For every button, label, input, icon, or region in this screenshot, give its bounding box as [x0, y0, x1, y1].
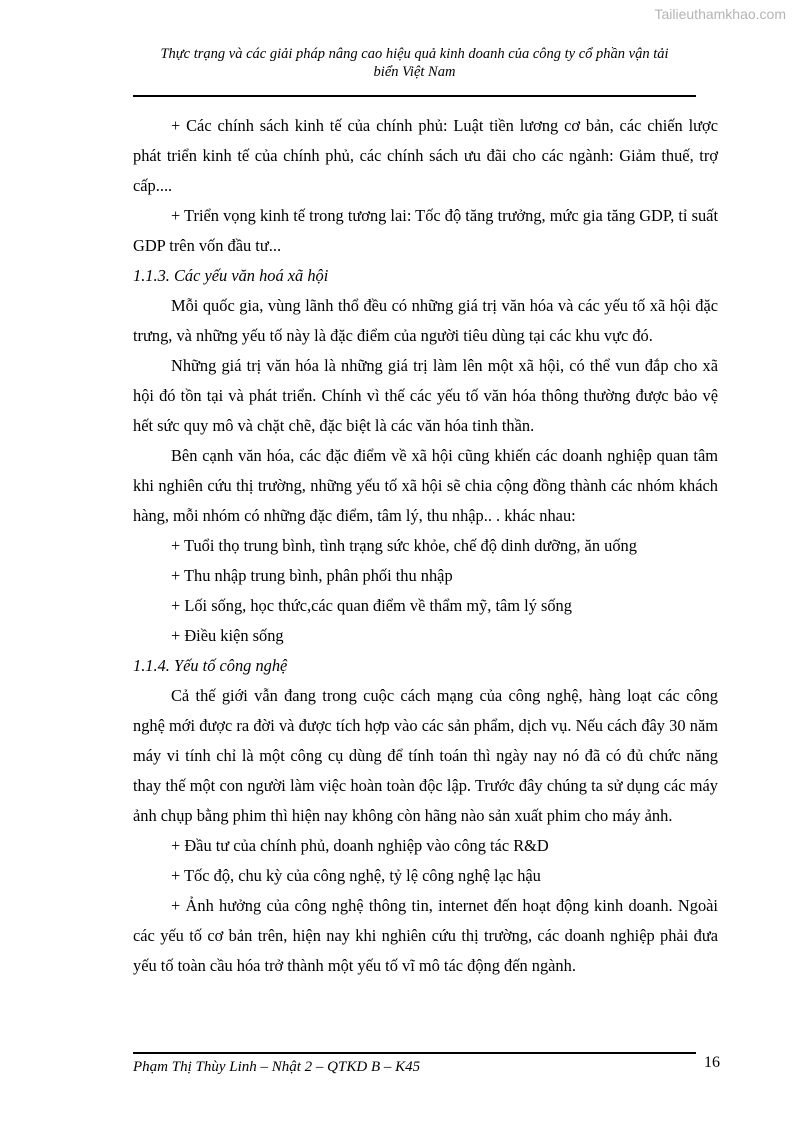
paragraph-culture-intro: Mỗi quốc gia, vùng lãnh thổ đều có những giá trị văn hóa và các yếu tố xã hội đặc trưng, và những yếu tố này là đặc điểm của người tiêu dùng tại các khu vực đó. [133, 296, 718, 345]
header-divider [133, 95, 696, 97]
paragraph-it-impact: + Ảnh hưởng của công nghệ thông tin, internet đến hoạt động kinh doanh. Ngoài các yếu tố cơ bản trên, hiện nay khi nghiên cứu thị trường, các doanh nghiệp phải đưa yếu tố toàn cầu hóa trở thành một yếu tố vĩ mô tác động đến ngành. [133, 896, 718, 975]
paragraph-economic-outlook: + Triển vọng kinh tế trong tương lai: Tốc độ tăng trưởng, mức gia tăng GDP, tỉ suất GDP trên vốn đầu tư... [133, 206, 718, 255]
header-title-line-2: biển Việt Nam [373, 64, 456, 80]
section-heading-culture: 1.1.3. Các yếu văn hoá xã hội [133, 266, 329, 285]
page-header [133, 45, 696, 81]
header-title-line-1: Thực trạng và các giải pháp nâng cao hiệu quả kinh doanh của công ty cổ phần vận tải [160, 46, 669, 62]
list-item-tech-cycle: + Tốc độ, chu kỳ của công nghệ, tỷ lệ công nghệ lạc hậu [171, 866, 541, 885]
footer-author: Phạm Thị Thùy Linh – Nhật 2 – QTKD B – K45 [133, 1059, 421, 1075]
paragraph-economic-policy: + Các chính sách kinh tế của chính phủ: Luật tiền lương cơ bản, các chiến lược phát triển kinh tế của chính phủ, các chính sách ưu đãi cho các ngành: Giảm thuế, trợ cấp.... [133, 116, 718, 195]
watermark: Tailieuthamkhao.com [654, 6, 786, 22]
paragraph-social-factors: Bên cạnh văn hóa, các đặc điểm về xã hội cũng khiến các doanh nghiệp quan tâm khi nghiên cứu thị trường, những yếu tố xã hội sẽ chia cộng đồng thành các nhóm khách hàng, mỗi nhóm có những đặc điểm, tâm lý, thu nhập.. . khác nhau: [133, 446, 718, 525]
paragraph-culture-values: Những giá trị văn hóa là những giá trị làm lên một xã hội, có thể vun đắp cho xã hội đó tồn tại và phát triển. Chính vì thế các yếu tố văn hóa thông thường được bảo vệ hết sức quy mô và chặt chẽ, đặc biệt là các văn hóa tinh thần. [133, 356, 718, 435]
section-heading-technology: 1.1.4. Yếu tố công nghệ [133, 656, 288, 675]
page-number: 16 [704, 1054, 720, 1071]
list-item-living-conditions: + Điều kiện sống [171, 626, 284, 645]
footer-divider [133, 1052, 696, 1054]
list-item-lifestyle: + Lối sống, học thức,các quan điểm về thẩm mỹ, tâm lý sống [171, 596, 572, 615]
paragraph-technology-revolution: Cả thế giới vẫn đang trong cuộc cách mạng của công nghệ, hàng loạt các công nghệ mới được ra đời và được tích hợp vào các sản phẩm, dịch vụ. Nếu cách đây 30 năm máy vi tính chỉ là một công cụ dùng để tính toán thì ngày nay nó đã có đủ chức năng thay thế một con người làm việc hoàn toàn độc lập. Trước đây chúng ta sử dụng các máy ảnh chụp bằng phim thì hiện nay không còn hãng nào sản xuất phim cho máy ảnh. [133, 686, 718, 825]
list-item-income: + Thu nhập trung bình, phân phối thu nhập [171, 566, 453, 585]
document-body [133, 111, 718, 981]
list-item-life-expectancy: + Tuổi thọ trung bình, tình trạng sức khỏe, chế độ dinh dưỡng, ăn uống [171, 536, 637, 555]
list-item-rd-investment: + Đầu tư của chính phủ, doanh nghiệp vào công tác R&D [171, 836, 549, 855]
